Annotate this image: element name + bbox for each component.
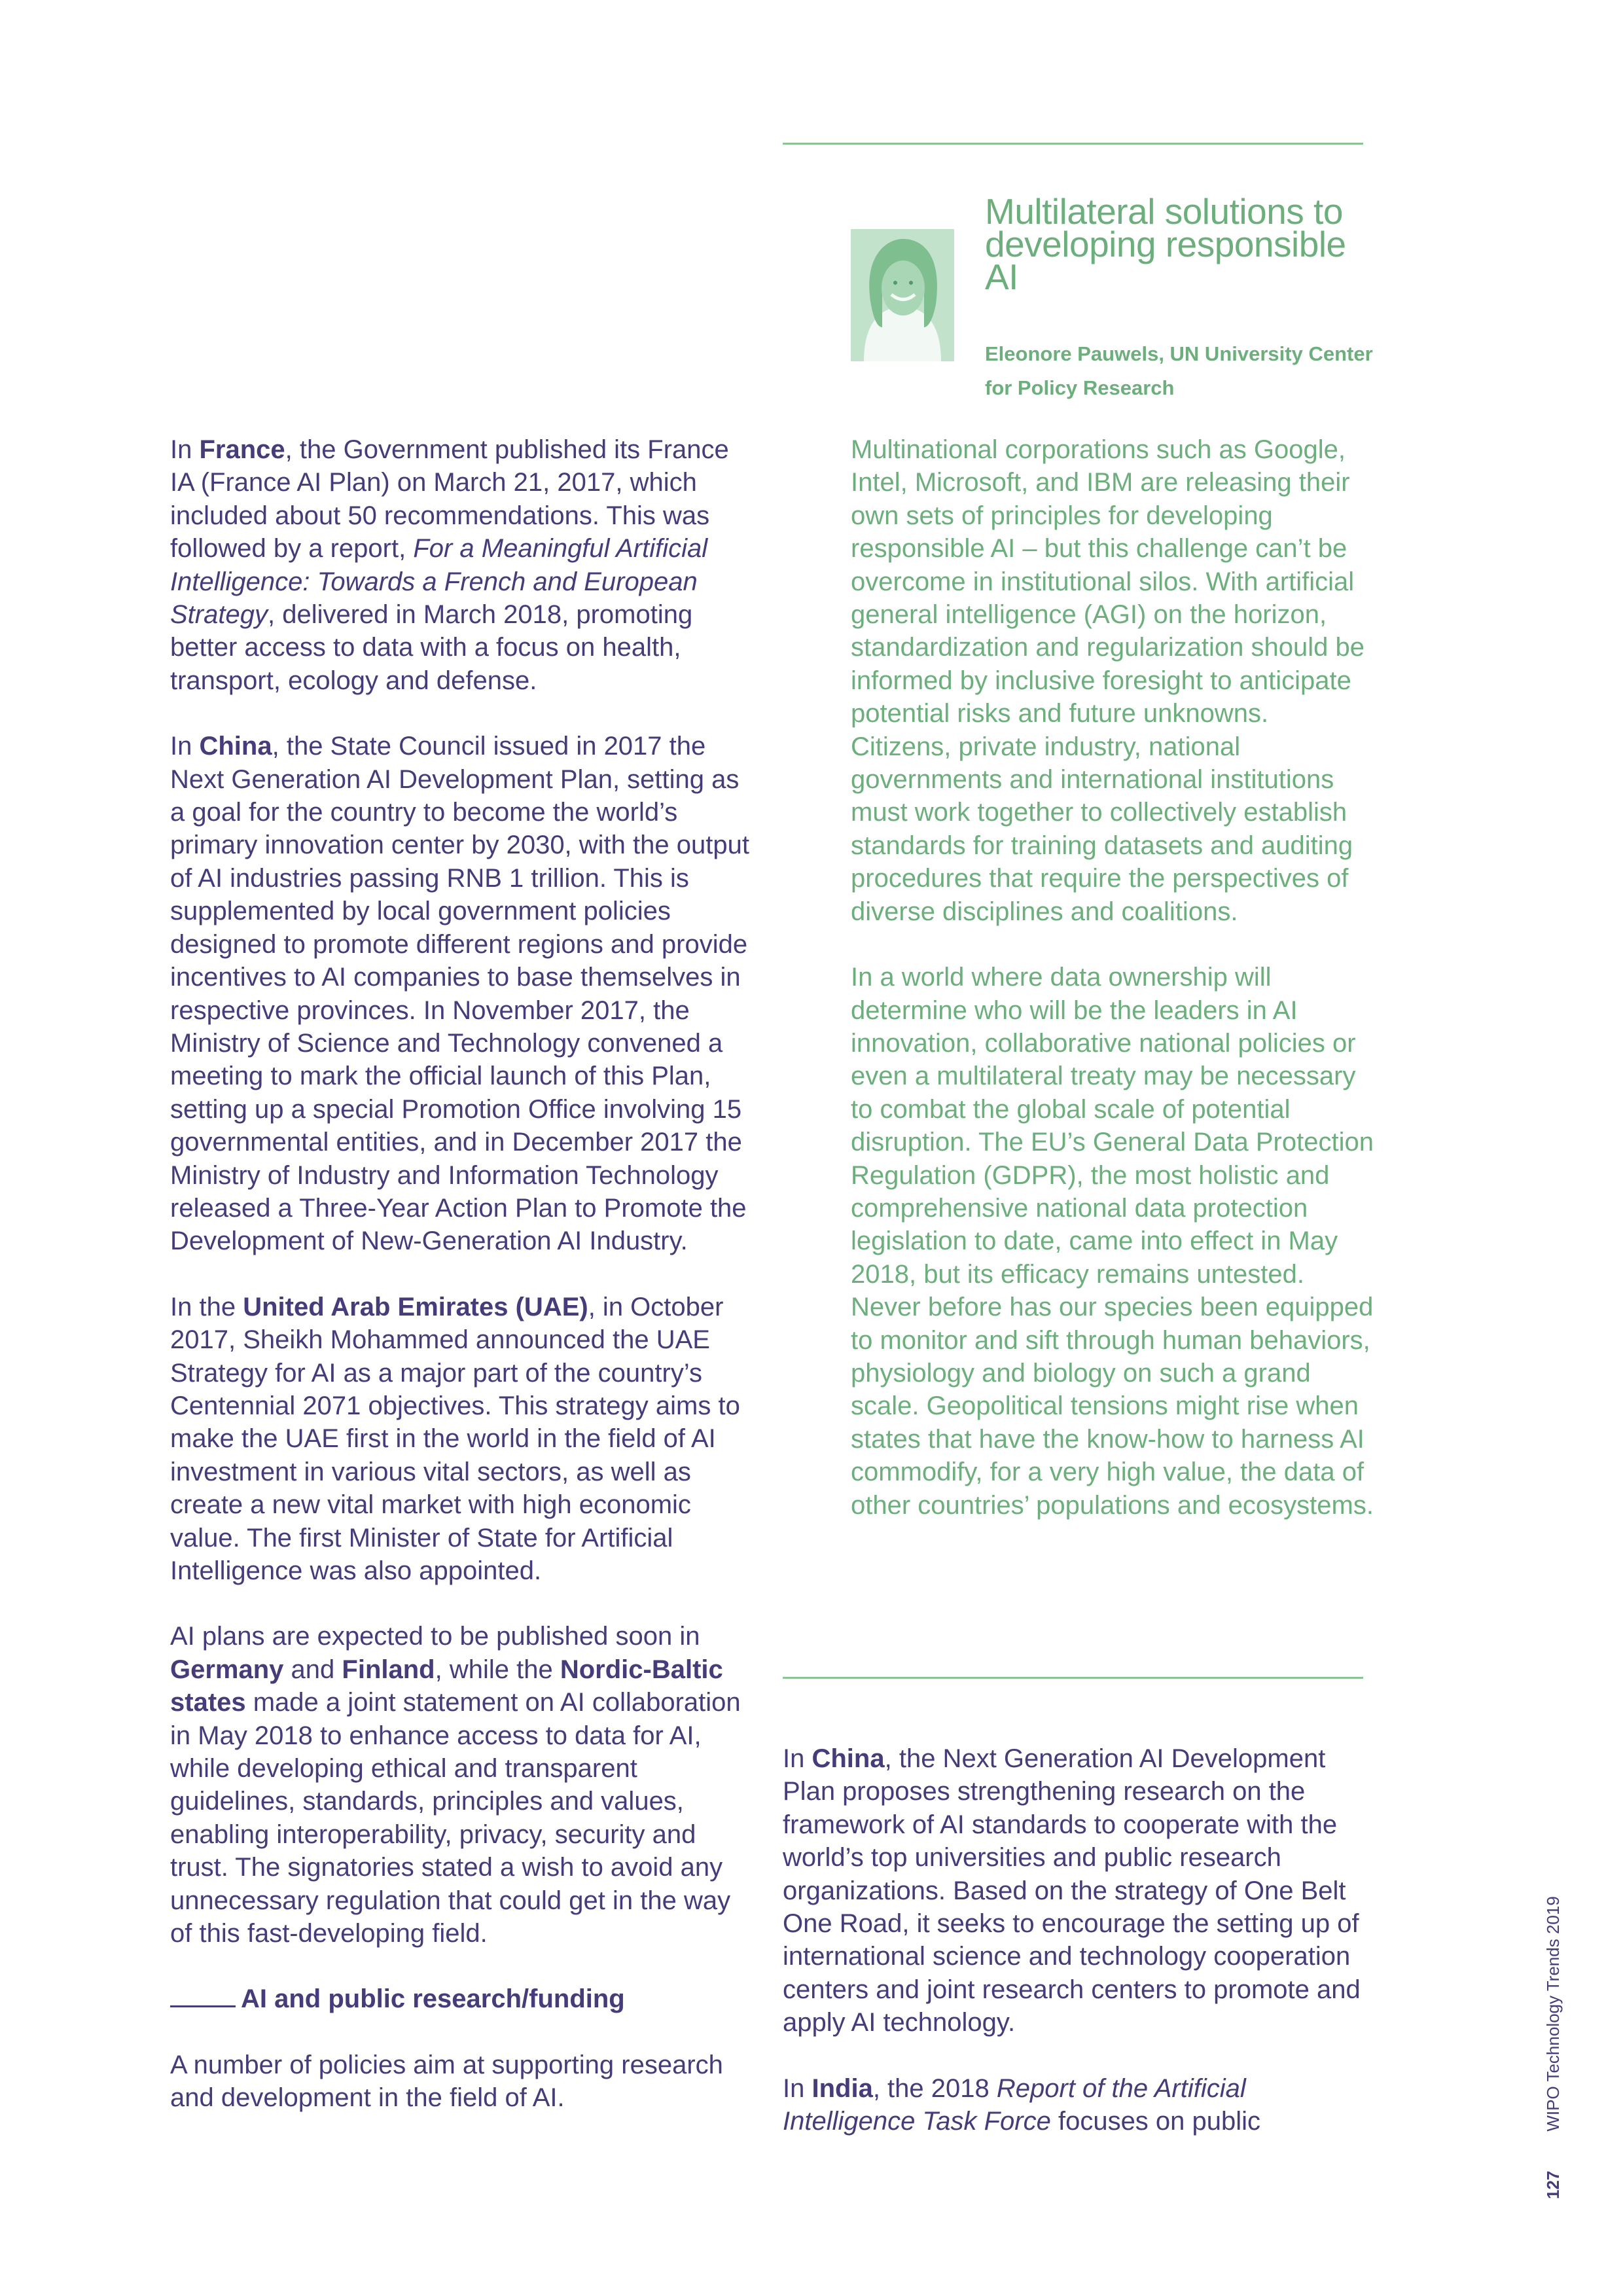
country-china: China (199, 732, 272, 761)
sidebar-author: Eleonore Pauwels, UN University Center for Policy Research (985, 342, 1373, 399)
publication-name: WIPO Technology Trends 2019 (1543, 1896, 1563, 2132)
sidebar-body (851, 433, 1374, 1554)
country-france: France (199, 435, 285, 464)
sidebar-paragraph: In a world where data ownership will determine who will be the leaders in AI innovation, collaborative national policies or even a multilateral treaty may be necessary to combat the global scale of potential disruption. The EU’s General Data Protection Regulation (GDPR), the most holistic and comprehensive national data protection legislation to date, came into effect in May 2018, but its efficacy remains untested. Never before has our species been equipped to monitor and sift through human behaviors, physiology and biology on such a grand scale. Geopolitical tensions might rise when states that have the know-how to harness AI commodify, for a very high value, the data of other countries’ populations and ecosystems. (851, 963, 1374, 1520)
page-number: 127 (1543, 2170, 1563, 2199)
right-column (783, 1742, 1385, 2170)
country-finland: Finland (342, 1655, 435, 1684)
sidebar-top-rule (783, 143, 1363, 145)
paragraph-france: In France, the Government published its France IA (France AI Plan) on March 21, 2017, which included about 50 recommendations. This was followed by a report, For a Meaningful Artificial Intelligence: Towards a French and European Strategy, delivered in March 2018, promoting better access to data with a focus on health, transport, ecology and defense. (170, 435, 729, 695)
heading-rule (170, 1983, 236, 2007)
country-india: India (812, 2073, 873, 2103)
country-uae: United Arab Emirates (UAE) (243, 1292, 588, 1321)
paragraph-india: In India, the 2018 Report of the Artificial Intelligence Task Force focuses on public (783, 2073, 1261, 2136)
paragraph-china: In China, the State Council issued in 2017 the Next Generation AI Development Plan, setting as a goal for the country to become the world’s primary innovation center by 2030, with the output of AI industries passing RNB 1 trillion. This is supplemented by local government policies designed to promote different regions and provide incentives to AI companies to base themselves in respective provinces. In November 2017, the Ministry of Science and Technology convened a meeting to mark the official launch of this Plan, setting up a special Promotion Office involving 15 governmental entities, and in December 2017 the Ministry of Industry and Information Technology released a Three-Year Action Plan to Promote the Development of New-Generation AI Industry. (170, 732, 749, 1256)
paragraph-uae: In the United Arab Emirates (UAE), in October 2017, Sheikh Mohammed announced the UAE Strategy for AI as a major part of the country’s Centennial 2071 objectives. This strategy aims to make the UAE first in the world in the field of AI investment in various vital sectors, as well as create a new vital market with high economic value. The first Minister of State for Artificial Intelligence was also appointed. (170, 1292, 740, 1585)
country-germany: Germany (170, 1655, 284, 1684)
sidebar-title: Multilateral solutions to developing responsible AI (985, 191, 1346, 297)
country-china: China (812, 1744, 885, 1773)
sidebar-paragraph: Multinational corporations such as Google, Intel, Microsoft, and IBM are releasing their own sets of principles for developing responsible AI – but this challenge can’t be overcome in institutional silos. With artificial general intelligence (AGI) on the horizon, standardization and regularization should be informed by inclusive foresight to anticipate potential risks and future unknowns. Citizens, private industry, national governments and international institutions must work together to collectively establish standards for training datasets and auditing procedures that require the perspectives of diverse disciplines and coalitions. (851, 435, 1364, 926)
report-title: For a Meaningful Artificial Intelligence: Towards a French and European Strategy (170, 534, 708, 630)
author-portrait (851, 229, 954, 361)
paragraph-germany-finland: AI plans are expected to be published soon in Germany and Finland, while the Nordic-Baltic states made a joint statement on AI collaboration in May 2018 to enhance access to data for AI, while developing ethical and transparent guidelines, standards, principles and values, enabling interoperability, privacy, security and trust. The signatories stated a wish to avoid any unnecessary regulation that could get in the way of this fast-developing field. (170, 1622, 741, 1948)
section-heading: AI and public research/funding (170, 1982, 759, 2015)
left-column (170, 433, 759, 2147)
report-title: Report of the Artificial Intelligence Task Force (783, 2073, 1246, 2136)
portrait-image (851, 229, 954, 361)
page-footer (1543, 1896, 1563, 2199)
sidebar-bottom-rule (783, 1677, 1363, 1679)
paragraph-research-intro: A number of policies aim at supporting research and development in the field of AI. (170, 2050, 723, 2113)
nordic-baltic-states: Nordic-Baltic states (170, 1655, 723, 1717)
paragraph-china-research: In China, the Next Generation AI Development Plan proposes strengthening research on the framework of AI standards to cooperate with the world’s top universities and public research organizations. Based on the strategy of One Belt One Road, it seeks to encourage the setting up of international science and technology cooperation centers and joint research centers to promote and apply AI technology. (783, 1744, 1361, 2037)
